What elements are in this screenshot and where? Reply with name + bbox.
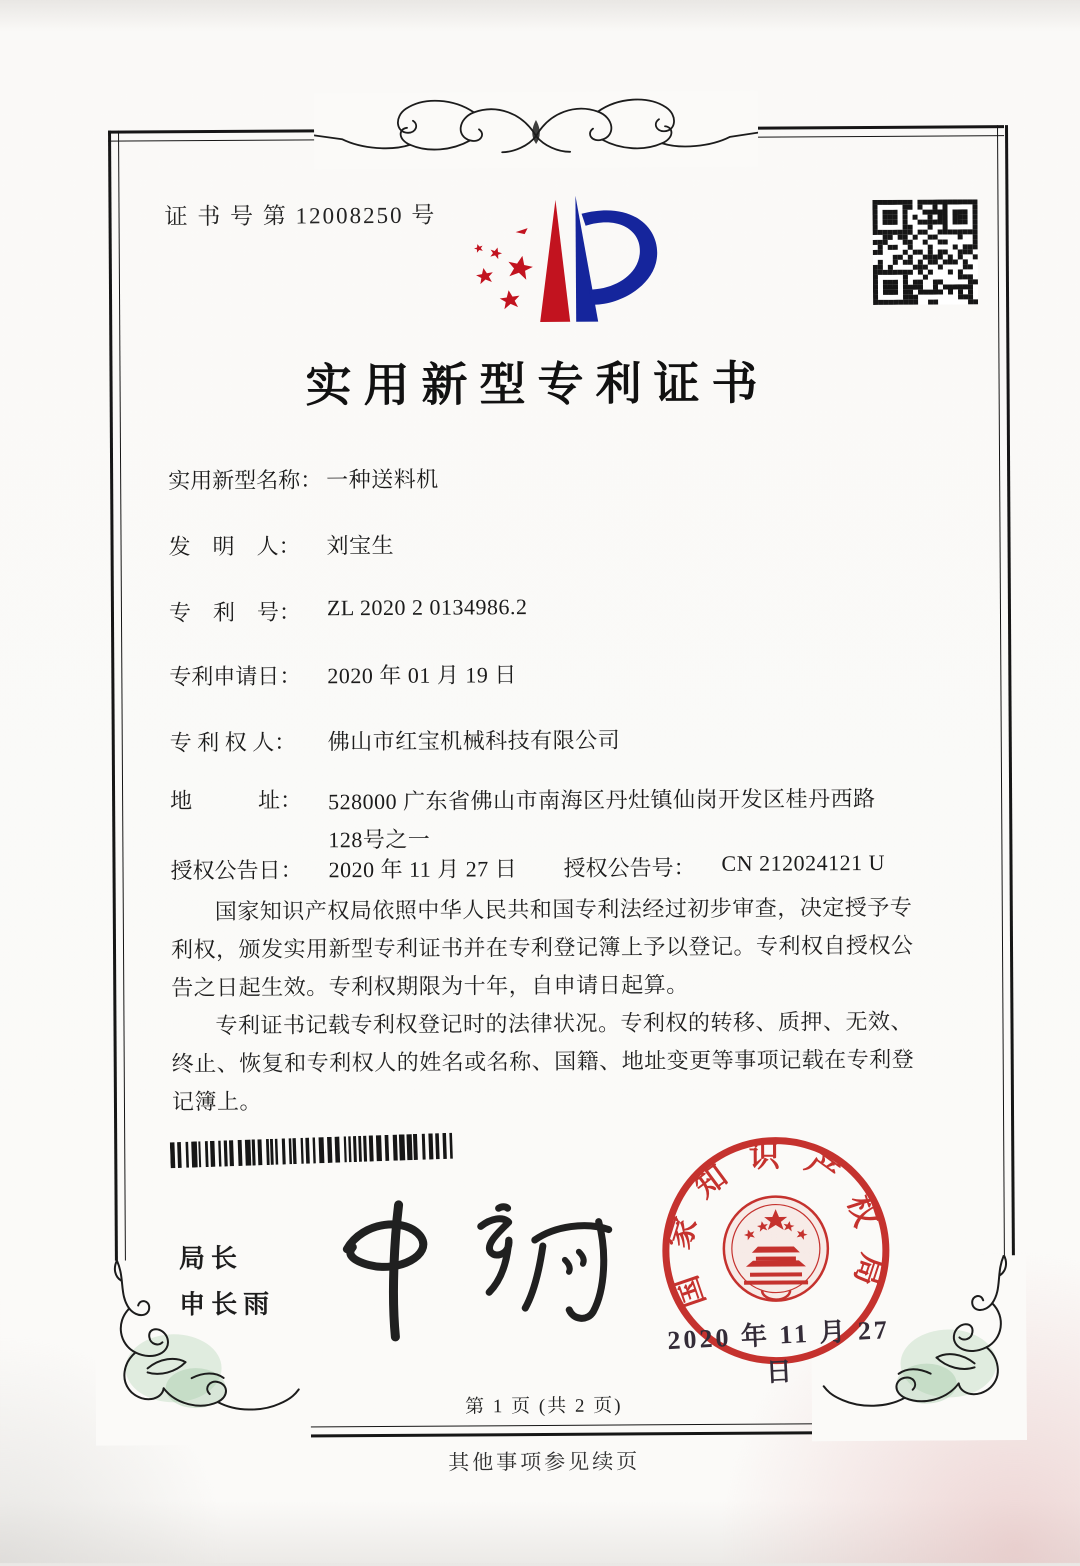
field-row-patentee — [170, 724, 621, 758]
frame-border-right — [997, 125, 1015, 1275]
field-label: 实用新型名称： — [168, 467, 323, 494]
field-row-inventor — [168, 529, 394, 561]
field-row-patent-no — [169, 594, 528, 627]
seal-date: 2020 年 11 月 27 日 — [666, 1315, 891, 1388]
field-row-name — [168, 463, 439, 496]
grant-number-group — [563, 850, 885, 883]
continuation-note: 其他事项参见续页 — [448, 1449, 641, 1475]
qr-code — [872, 199, 978, 310]
field-label: 授权公告号： — [563, 855, 696, 881]
national-emblem-icon — [724, 1196, 829, 1301]
frame-border-bottom — [302, 1423, 824, 1437]
field-row-filing-date — [169, 658, 517, 691]
field-label: 发 明 人： — [168, 533, 301, 560]
seal-ring-text: 国家知识产权局 — [661, 1138, 891, 1312]
field-value: CN 212024121 U — [721, 849, 886, 876]
page-number: 第 1 页 (共 2 页) — [465, 1395, 623, 1418]
grant-date-group — [170, 852, 563, 885]
barcode — [170, 1132, 461, 1173]
director-title-label: 局长 — [178, 1242, 244, 1274]
field-value: 528000 广东省佛山市南海区丹灶镇仙岗开发区桂丹西路128号之一 — [328, 785, 876, 853]
top-flourish-ornament — [314, 91, 758, 170]
field-value: 刘宝生 — [326, 532, 395, 559]
director-name-label: 申长雨 — [179, 1288, 276, 1320]
field-row-grant — [170, 850, 885, 885]
field-row-address — [170, 780, 894, 860]
legal-text-block — [171, 889, 918, 1122]
legal-paragraph-2: 专利证书记载专利权登记时的法律状况。专利权的转移、质押、无效、终止、恢复和专利权人的姓名或名称、国籍、地址变更等事项记载在专利登记簿上。 — [171, 1008, 915, 1115]
certificate-title: 实用新型专利证书 — [305, 357, 770, 412]
field-label: 专利申请日： — [169, 663, 302, 690]
director-signature — [303, 1196, 624, 1348]
field-label: 专 利 号： — [168, 599, 302, 626]
field-label: 地 址： — [170, 787, 303, 814]
field-value: 一种送料机 — [326, 466, 439, 493]
field-label: 专 利 权 人： — [169, 729, 297, 756]
cnipa-logo-icon — [451, 191, 672, 332]
field-value: ZL 2020 2 0134986.2 — [326, 594, 528, 621]
field-value: 2020 年 11 月 27 日 — [328, 856, 518, 883]
field-label: 授权公告日： — [170, 857, 303, 884]
legal-paragraph-1: 国家知识产权局依照中华人民共和国专利法经过初步审查，决定授予专利权，颁发实用新型专利证书并在专利登记簿上予以登记。专利权自授权公告之日起生效。专利权期限为十年，自申请日起算。 — [170, 894, 914, 1001]
frame-border-left — [108, 131, 126, 1281]
field-value: 2020 年 01 月 19 日 — [327, 662, 517, 689]
field-value: 佛山市红宝机械科技有限公司 — [327, 727, 621, 755]
certificate-number: 证 书 号 第 12008250 号 — [164, 202, 437, 230]
